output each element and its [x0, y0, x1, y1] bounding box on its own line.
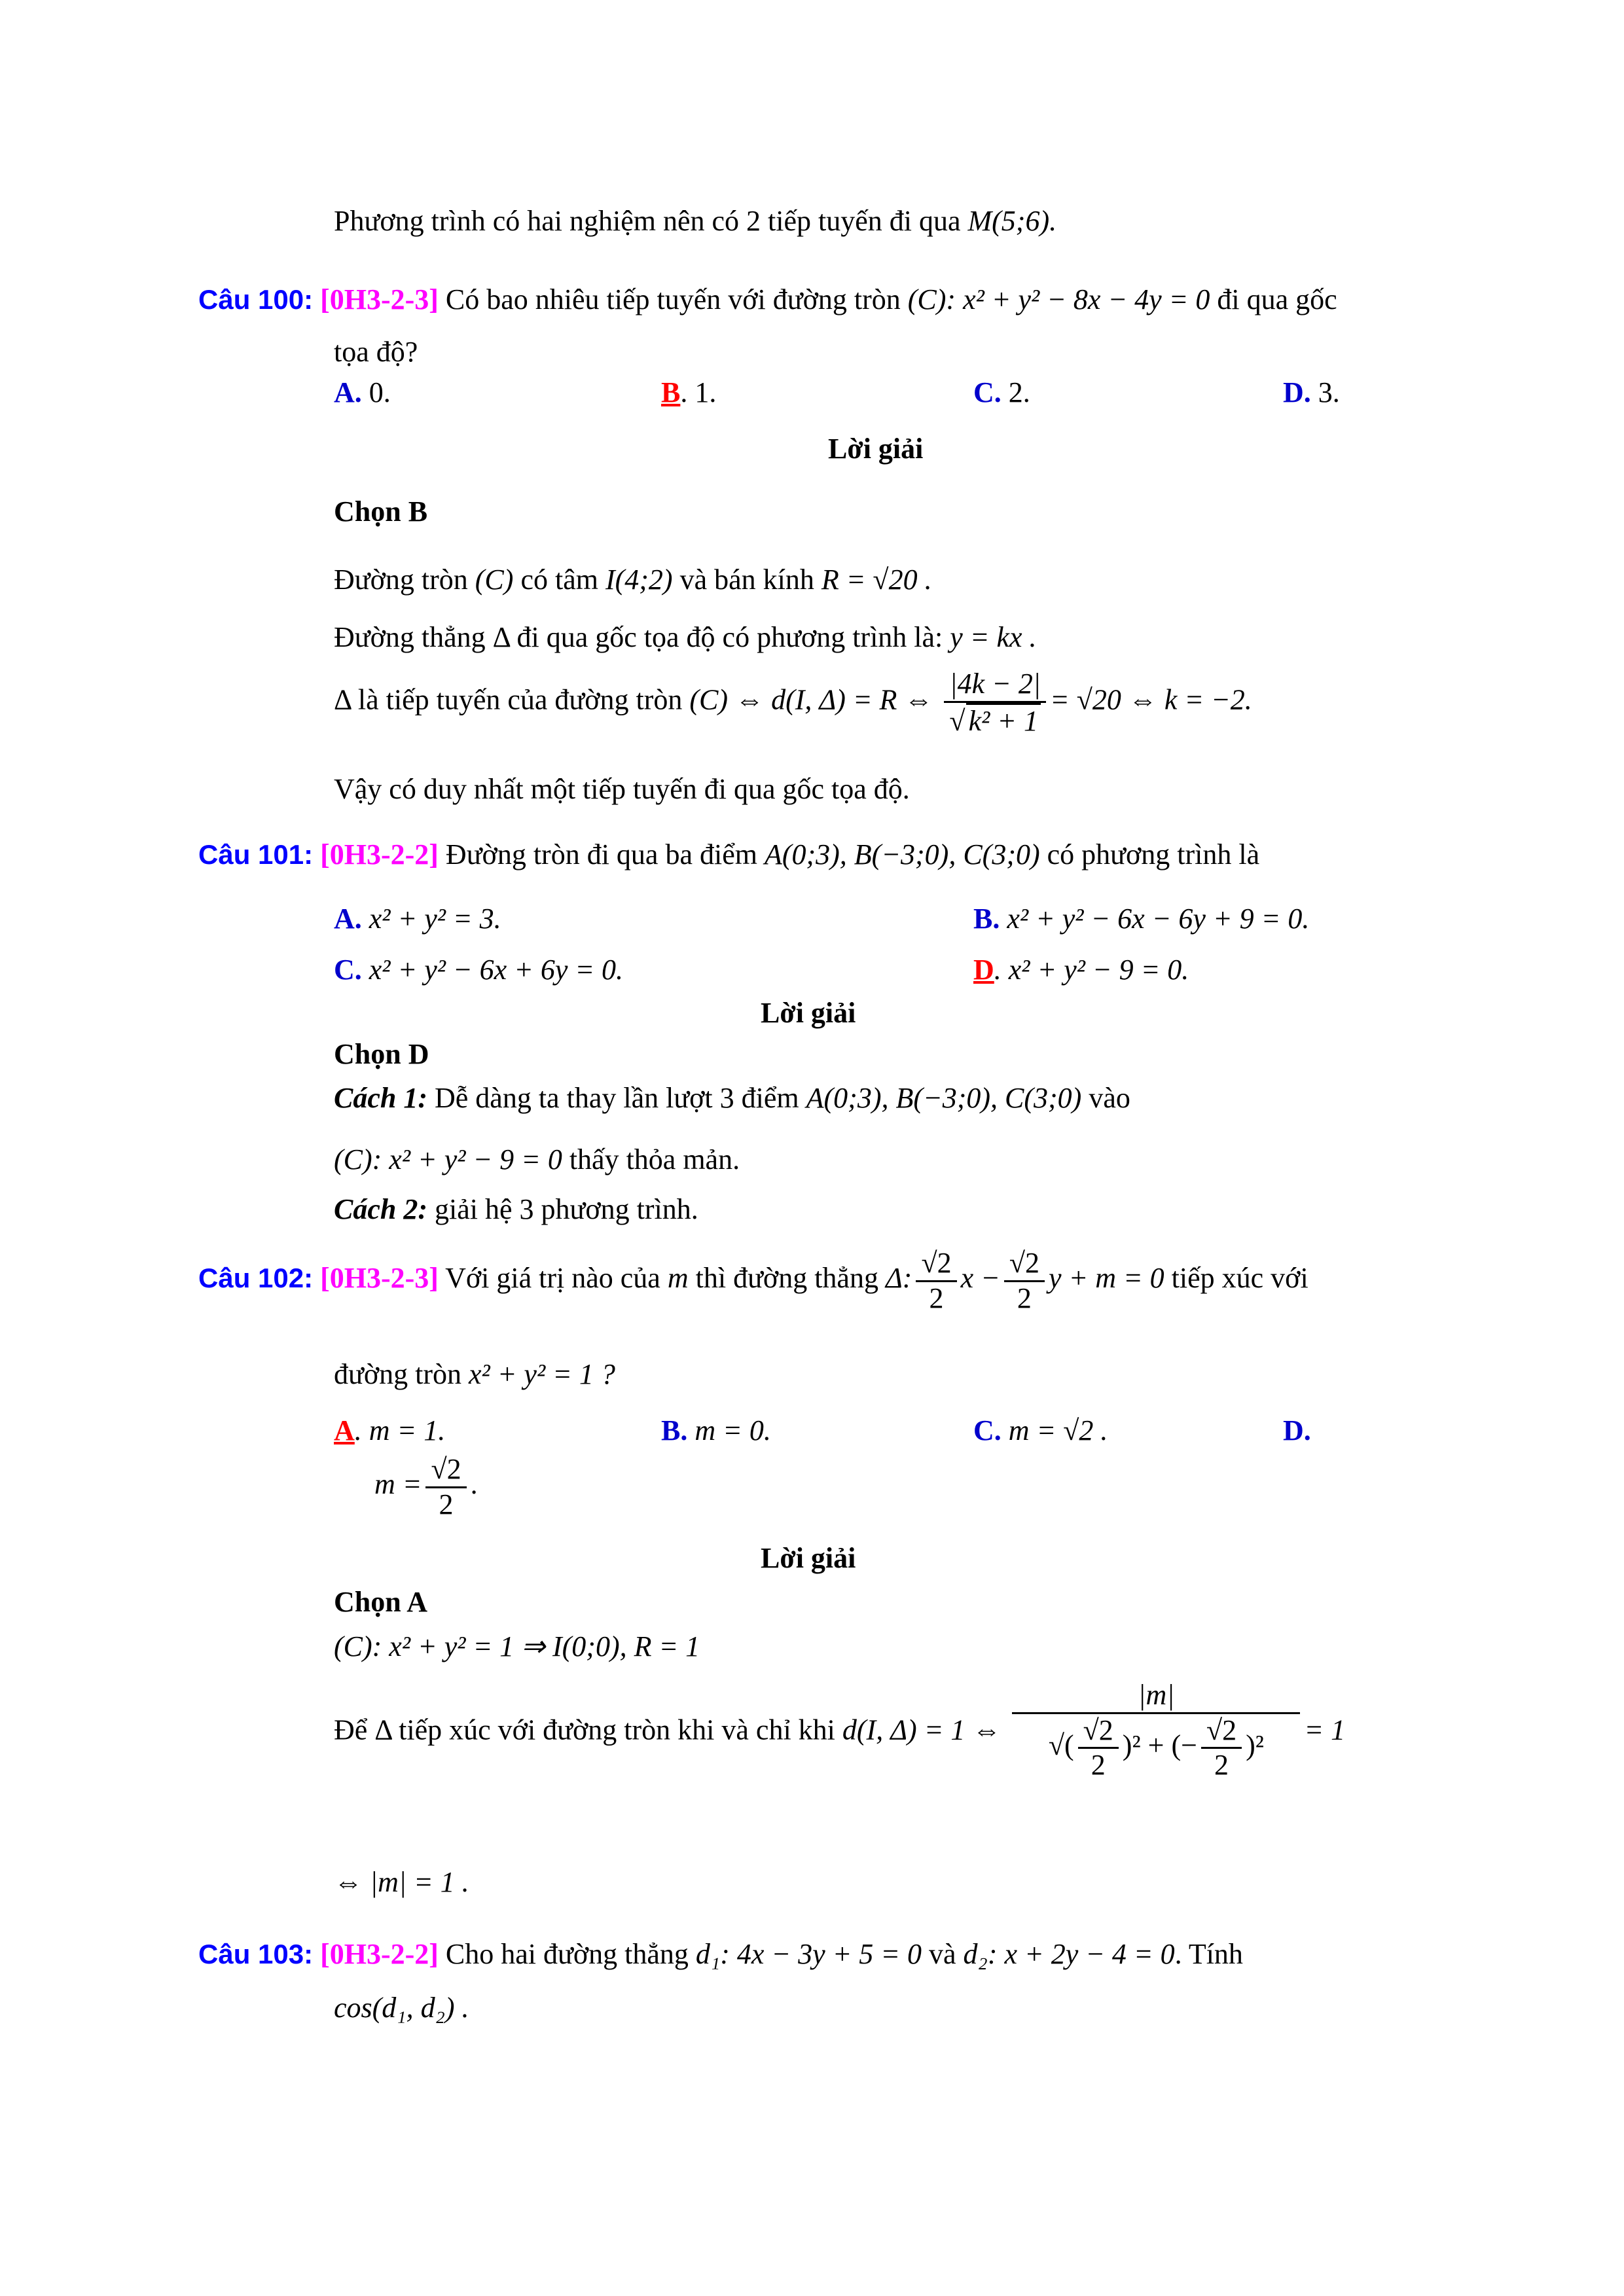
option-letter: A. — [334, 376, 362, 408]
q100-option-c[interactable] — [973, 376, 1030, 410]
math: d₁: 4x − 3y + 5 = 0 — [695, 1938, 922, 1970]
text: có tâm — [513, 564, 605, 596]
math: I(4;2) — [605, 564, 673, 596]
numerator: √2 — [916, 1247, 956, 1282]
sqrt2-over-2-fraction — [916, 1247, 956, 1315]
q102-solution-line2 — [334, 1679, 1345, 1782]
q102-option-b[interactable] — [661, 1414, 771, 1448]
method-label: Cách 2: — [334, 1193, 427, 1225]
option-value: . 1. — [680, 376, 717, 408]
q102-stem-cont — [334, 1357, 615, 1392]
sqrt2-over-2-fraction — [1004, 1247, 1045, 1315]
denominator: 2 — [439, 1488, 454, 1520]
text: Dễ dàng ta thay lần lượt 3 điểm — [427, 1082, 806, 1114]
numerator: √2 — [1004, 1247, 1045, 1282]
intro-text: Phương trình có hai nghiệm nên có 2 tiếp tuyến đi qua — [334, 205, 968, 237]
q103-cos: cos(d₁, d₂) . — [334, 1992, 469, 2024]
distance-fraction — [944, 668, 1046, 738]
q100-solution-title: Lời giải — [828, 433, 924, 465]
numerator: √2 — [1078, 1714, 1119, 1749]
q101-method2 — [334, 1193, 698, 1227]
q100-choice: Chọn B — [334, 495, 428, 528]
option-letter: D. — [1283, 1414, 1311, 1446]
q100-option-d[interactable] — [1283, 376, 1340, 410]
q100-stem — [198, 283, 1337, 317]
math: = 1 — [1304, 1713, 1346, 1746]
q102-choice: Chọn A — [334, 1586, 428, 1618]
q100-code: [0H3-2-3] — [320, 283, 439, 315]
option-value: m = √2 . — [1001, 1414, 1108, 1446]
q103-label: Câu 103: — [198, 1939, 314, 1969]
text: đường tròn — [334, 1358, 469, 1390]
text: Đường thẳng Δ đi qua gốc tọa độ có phương trình là: — [334, 621, 950, 653]
denominator: 2 — [1214, 1749, 1229, 1782]
math: (C) — [689, 683, 729, 716]
option-letter: C. — [334, 954, 362, 986]
text: tiếp xúc với — [1164, 1262, 1308, 1295]
option-letter: A. — [334, 903, 362, 935]
option-value: 3. — [1310, 376, 1340, 408]
q102-code: [0H3-2-3] — [320, 1262, 439, 1295]
math: x² + y² = 1 ? — [469, 1358, 615, 1390]
denominator: 2 — [929, 1282, 944, 1314]
q101-label: Câu 101: — [198, 839, 314, 870]
q100-text3: tọa độ? — [334, 336, 418, 368]
math: Δ: — [885, 1262, 912, 1295]
q102-solution-line1: (C): x² + y² = 1 ⇒ I(0;0), R = 1 — [334, 1630, 700, 1662]
q101-option-c[interactable] — [334, 953, 623, 988]
q101-option-d[interactable] — [973, 953, 1189, 988]
math: d(I, Δ) = 1 ⇔ — [842, 1713, 1001, 1746]
method-label: Cách 1: — [334, 1082, 427, 1114]
math: ⇔ d(I, Δ) = R ⇔ — [728, 683, 933, 716]
denominator: 2 — [1091, 1749, 1106, 1782]
q101-choice: Chọn D — [334, 1038, 429, 1070]
q101-stem — [198, 838, 1259, 872]
text: và — [922, 1938, 964, 1970]
sqrt2-over-2-fraction — [1201, 1714, 1242, 1782]
math: (C) — [475, 564, 514, 596]
option-letter: C. — [973, 376, 1001, 408]
q102-option-a[interactable] — [334, 1414, 445, 1448]
denominator: √ k² + 1 — [944, 703, 1046, 738]
math: − — [1181, 1729, 1197, 1761]
q100-solution-line3 — [334, 668, 1252, 738]
q101-solution-title: Lời giải — [761, 997, 856, 1029]
q100-text1: Có bao nhiêu tiếp tuyến với đường tròn — [438, 283, 908, 315]
option-letter: D — [973, 954, 994, 986]
q101-option-b[interactable] — [973, 902, 1309, 937]
math: A(0;3), B(−3;0), C(3;0) — [806, 1082, 1082, 1114]
q100-option-b[interactable] — [661, 376, 716, 410]
math: d₂: x + 2y − 4 = 0 — [963, 1938, 1175, 1970]
numerator: |4k − 2| — [944, 668, 1046, 703]
option-letter: A — [334, 1414, 355, 1446]
text: có phương trình là — [1039, 838, 1260, 870]
text: Để Δ tiếp xúc với đường tròn khi và chỉ khi — [334, 1713, 842, 1746]
q102-solution-line3: ⇔ |m| = 1 . — [334, 1866, 469, 1898]
q100-solution-line2 — [334, 620, 1037, 655]
q100-label: Câu 100: — [198, 284, 314, 315]
option-value: 0. — [361, 376, 391, 408]
sqrt2-over-2-fraction — [425, 1453, 466, 1521]
text: giải hệ 3 phương trình. — [427, 1193, 698, 1225]
math: = √20 ⇔ k = −2. — [1050, 683, 1252, 716]
q102-option-d-value: m = $\frac{√2}{2}$ . — [374, 1453, 478, 1520]
denominator-radicand: k² + 1 — [966, 703, 1041, 738]
option-value: x² + y² = 3. — [361, 903, 501, 935]
option-letter: B — [661, 376, 681, 408]
text: thì đường thẳng — [688, 1262, 886, 1295]
q100-solution-line4: Vậy có duy nhất một tiếp tuyến đi qua gốc tọa độ. — [334, 773, 910, 805]
q103-stem — [198, 1937, 1243, 1972]
q101-code: [0H3-2-2] — [320, 838, 439, 870]
q100-solution-line1 — [334, 563, 932, 598]
option-value: x² + y² − 6x − 6y + 9 = 0. — [1000, 903, 1310, 935]
text: Đường tròn đi qua ba điểm — [438, 838, 765, 870]
option-letter: D. — [1283, 376, 1311, 408]
option-value: m = 0. — [687, 1414, 771, 1446]
text: . Tính — [1174, 1938, 1243, 1970]
option-letter: B. — [973, 903, 1000, 935]
denominator: 2 — [1017, 1282, 1032, 1314]
text: Δ là tiếp tuyến của đường tròn — [334, 683, 690, 716]
option-value: . x² + y² − 9 = 0. — [994, 954, 1189, 986]
math: + — [1147, 1729, 1164, 1761]
q102-stem — [198, 1247, 1308, 1315]
math: y + m = 0 — [1048, 1262, 1164, 1295]
text: thấy thỏa mản. — [562, 1143, 740, 1175]
q102-label: Câu 102: — [198, 1263, 314, 1294]
option-value: 2. — [1001, 376, 1030, 408]
q103-code: [0H3-2-2] — [320, 1938, 439, 1970]
math: m — [667, 1262, 689, 1295]
q100-equation: (C): x² + y² − 8x − 4y = 0 — [907, 283, 1210, 315]
q100-text2: đi qua gốc — [1210, 283, 1337, 315]
text: Cho hai đường thẳng — [438, 1938, 696, 1970]
denominator: √( $\frac{√2}{2}$ )² + (− $\frac{√2}{2}$ )² — [1048, 1713, 1264, 1782]
math: x − — [960, 1262, 1000, 1295]
numerator: |m| — [1012, 1679, 1300, 1714]
text: vào — [1081, 1082, 1130, 1114]
numerator: √2 — [1201, 1714, 1242, 1749]
option-value: x² + y² − 6x + 6y = 0. — [361, 954, 624, 986]
q102-solution-title: Lời giải — [761, 1542, 856, 1574]
option-value: . m = 1. — [354, 1414, 446, 1446]
distance-fraction — [1012, 1679, 1300, 1782]
q101-option-a[interactable] — [334, 902, 501, 937]
q101-method1-cont — [334, 1143, 740, 1177]
q101-method1 — [334, 1081, 1130, 1116]
math: (C): x² + y² − 9 = 0 — [334, 1143, 562, 1175]
text: Đường tròn — [334, 564, 475, 596]
math: R = √20 . — [821, 564, 932, 596]
math: y = kx . — [950, 621, 1037, 653]
text: và bán kính — [672, 564, 821, 596]
option-letter: C. — [973, 1414, 1001, 1446]
q102-option-c[interactable] — [973, 1414, 1108, 1448]
math: A(0;3), B(−3;0), C(3;0) — [764, 838, 1040, 870]
math: m = — [374, 1468, 422, 1501]
numerator: √2 — [425, 1453, 466, 1488]
q100-option-a[interactable] — [334, 376, 391, 410]
intro-point: M(5;6). — [967, 205, 1057, 237]
text: Với giá trị nào của — [438, 1262, 668, 1295]
option-letter: B. — [661, 1414, 688, 1446]
q102-option-d[interactable] — [1283, 1414, 1311, 1448]
intro-line — [334, 204, 1056, 239]
sqrt2-over-2-fraction — [1078, 1714, 1119, 1782]
